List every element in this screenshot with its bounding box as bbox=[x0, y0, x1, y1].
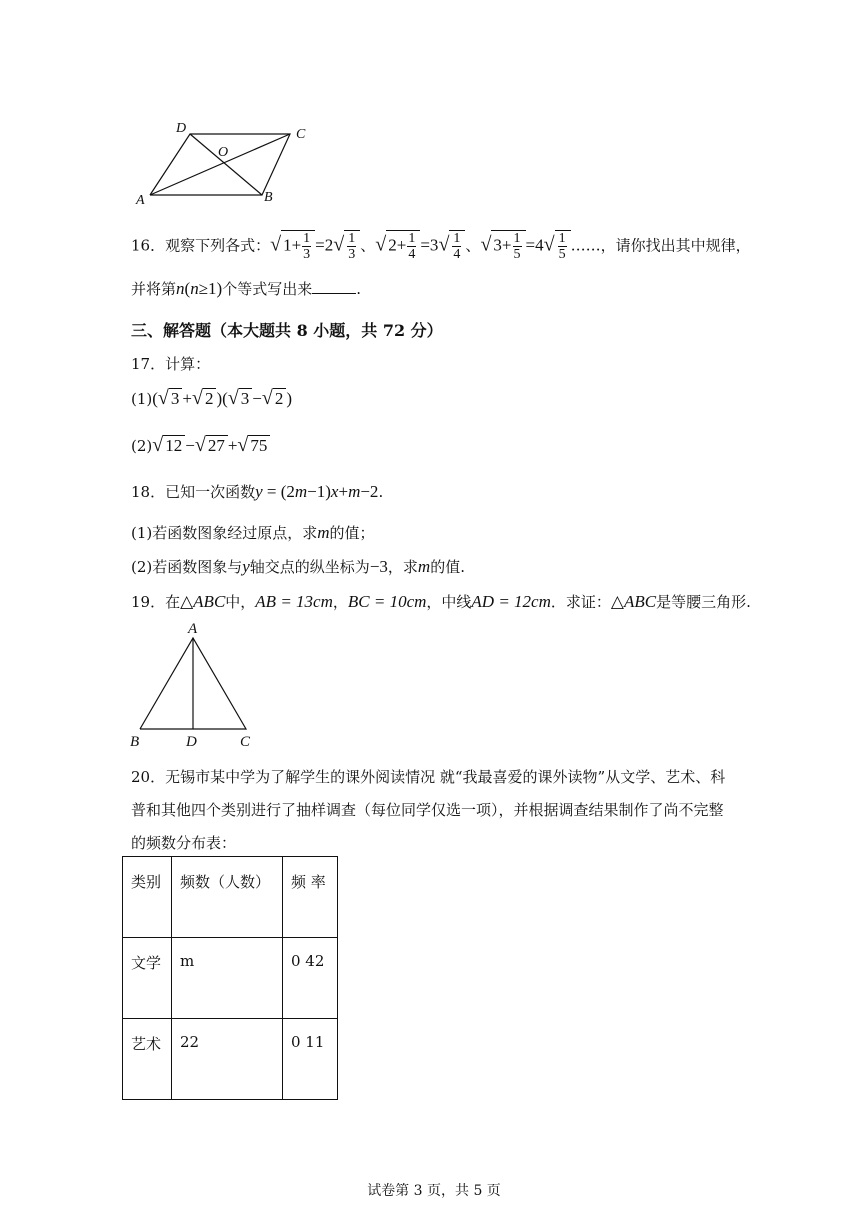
table-header-row bbox=[123, 857, 338, 938]
vertex-a-label: A bbox=[136, 193, 145, 208]
foot-d-label: D bbox=[186, 734, 197, 750]
vertex-d-label: D bbox=[176, 121, 187, 136]
question-17-title: 17．计算： bbox=[131, 355, 211, 373]
question-20-line2: 普和其他四个类别进行了抽样调查（每位同学仅选一项），并根据调查结果制作了尚不完整 bbox=[131, 801, 724, 819]
question-18-part2: (2)若函数图象与y轴交点的纵坐标为−3，求m的值. bbox=[131, 557, 465, 576]
table-cell: 0 11 bbox=[283, 1019, 338, 1100]
vertex-a-label: A bbox=[188, 621, 198, 637]
question-18-part1: (1)若函数图象经过原点，求m的值； bbox=[131, 523, 375, 542]
page-footer: 试卷第 3 页，共 5 页 bbox=[367, 1183, 501, 1199]
parallelogram-figure bbox=[130, 118, 330, 210]
triangle-figure bbox=[126, 618, 266, 752]
table-cell: m bbox=[172, 938, 283, 1019]
table-header-cell: 频 率 bbox=[283, 857, 338, 938]
table-header-cell: 频数（人数） bbox=[172, 857, 283, 938]
question-19-text: 19．在△ABC中，AB = 13cm，BC = 10cm，中线AD = 12cm．求证：△ABC是等腰三角形. bbox=[131, 592, 751, 611]
section-3-heading: 三、解答题（本大题共 8 小题，共 72 分） bbox=[131, 321, 443, 340]
table-cell: 艺术 bbox=[123, 1019, 172, 1100]
question-17-part2: (2)√ 12 −√ 27 +√ 75 bbox=[131, 434, 270, 457]
question-17-part1: (1)(√ 3 +√ 2 )(√ 3 −√ 2 ) bbox=[131, 387, 293, 409]
vertex-c-label: C bbox=[296, 127, 306, 142]
question-20-line1: 20．无锡市某中学为了解学生的课外阅读情况 就“我最喜爱的课外读物”从文学、艺术、科 bbox=[131, 768, 726, 786]
table-header-cell: 类别 bbox=[123, 857, 172, 938]
center-o-label: O bbox=[218, 145, 229, 160]
question-20-line3: 的频数分布表： bbox=[131, 834, 237, 852]
table-row bbox=[123, 1019, 338, 1100]
table-cell: 文学 bbox=[123, 938, 172, 1019]
question-18-title: 18．已知一次函数y = (2m−1)x+m−2. bbox=[131, 482, 384, 501]
vertex-c-label: C bbox=[240, 734, 251, 750]
table-cell: 22 bbox=[172, 1019, 283, 1100]
vertex-b-label: B bbox=[130, 734, 140, 750]
question-16-line2: 并将第n(n≥1)个等式写出来 . bbox=[131, 279, 361, 298]
answer-blank[interactable] bbox=[312, 279, 356, 294]
vertex-b-label: B bbox=[264, 190, 273, 205]
question-16-line1: 16．观察下列各式：√ 1+ $\frac{1}{3}$ =2√ $\frac{1}{3}$ 、√ 2+ $\frac{1}{4}$ =3√ $\frac{1}{4}$ 、√ 3+ $\frac{1}{5}$ =4√ $\frac{1}{5}$ ……，请你找出其中规律， bbox=[131, 231, 751, 263]
table-row bbox=[123, 938, 338, 1019]
frequency-table bbox=[122, 856, 338, 1100]
table-cell: 0 42 bbox=[283, 938, 338, 1019]
